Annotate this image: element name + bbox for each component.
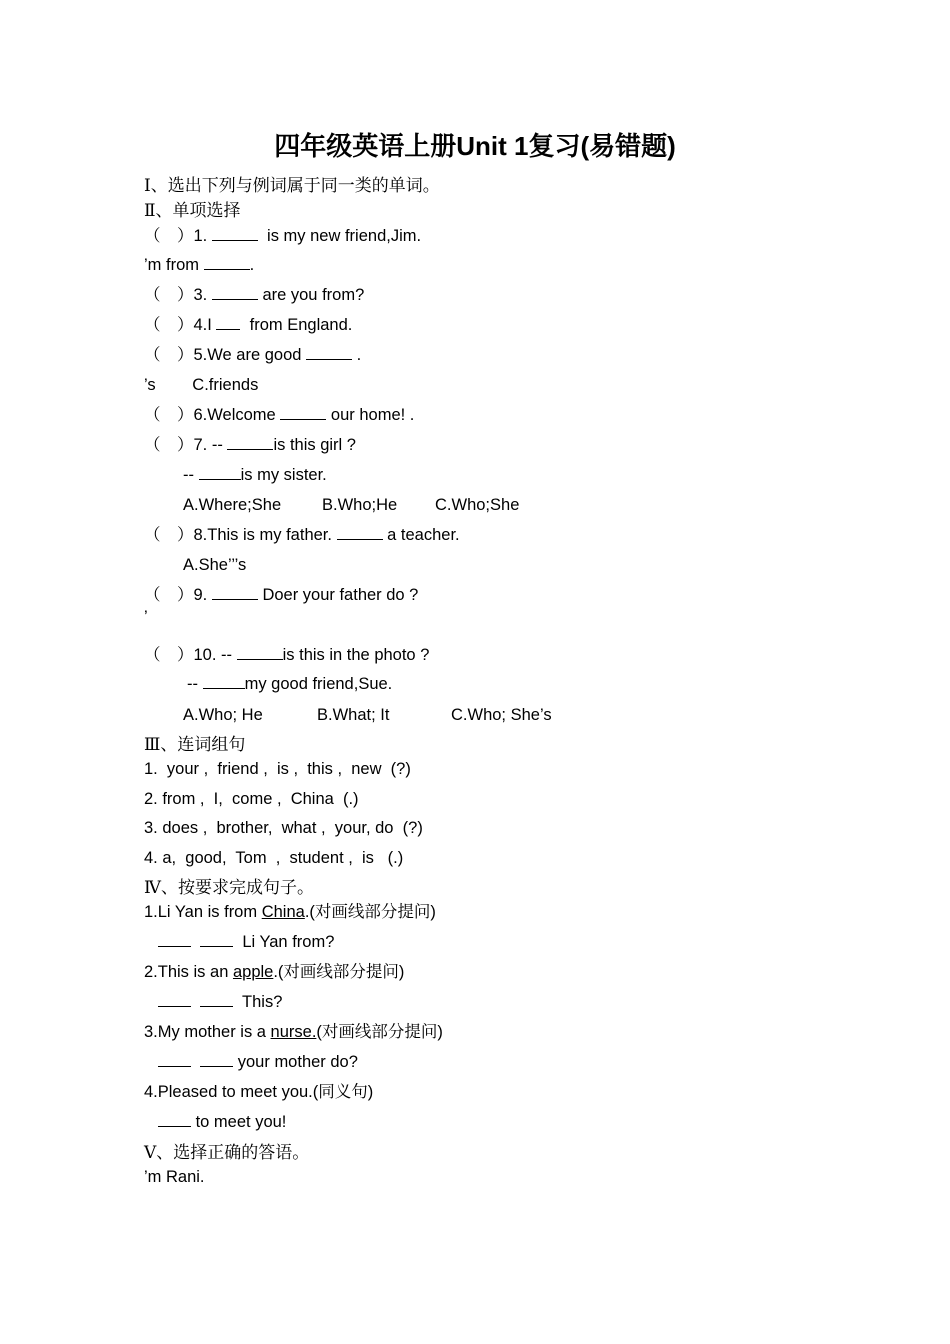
q-text: ’m from xyxy=(144,256,204,274)
answer-blank[interactable] xyxy=(200,992,233,1007)
q-number: 5.We are good xyxy=(193,346,302,364)
q-text: are you from? xyxy=(257,286,365,304)
q-number: 7. -- xyxy=(193,436,223,454)
word-order-item-2: 2. from , I, come , China (.) xyxy=(144,790,359,808)
q-text: 3.My mother is a xyxy=(144,1023,271,1041)
question-6 xyxy=(144,404,414,426)
question-2 xyxy=(144,254,254,276)
question-9 xyxy=(144,584,418,606)
answer-paren: （ ） xyxy=(144,286,194,304)
question-10 xyxy=(144,644,429,666)
question-5 xyxy=(144,344,361,366)
answer-blank[interactable] xyxy=(200,1052,233,1067)
rewrite-answer-4 xyxy=(158,1111,286,1133)
answer-paren: （ ） xyxy=(144,436,194,454)
answer-blank[interactable] xyxy=(212,585,258,600)
q-text: 2.This is an xyxy=(144,963,233,981)
answer-paren: （ ） xyxy=(144,586,194,604)
q-text: my good friend,Sue. xyxy=(244,675,393,693)
q-text: . xyxy=(352,346,362,364)
question-7-answer-line xyxy=(183,464,327,486)
question-9-options: ’ xyxy=(144,608,148,626)
answer-choice-line: ’m Rani. xyxy=(144,1168,205,1186)
q-number: 8.This is my father. xyxy=(193,526,332,544)
question-10-option-b: B.What; It xyxy=(317,706,390,724)
question-8 xyxy=(144,524,460,546)
rewrite-answer-2 xyxy=(158,991,282,1013)
q-text: Li Yan from? xyxy=(237,933,335,951)
rewrite-answer-3 xyxy=(158,1051,358,1073)
question-10-answer-line xyxy=(187,673,392,695)
underlined-word: China xyxy=(261,903,305,921)
answer-blank[interactable] xyxy=(199,465,241,480)
word-order-item-4: 4. a, good, Tom , student , is (.) xyxy=(144,849,404,867)
answer-blank[interactable] xyxy=(158,1112,191,1127)
q-text: This? xyxy=(237,993,283,1011)
page-title: 四年级英语上册Unit 1复习(易错题) xyxy=(274,131,676,161)
section-1-heading: Ⅰ、选出下列与例词属于同一类的单词。 xyxy=(144,176,440,196)
question-7-option-c: C.Who;She xyxy=(435,496,520,514)
answer-blank[interactable] xyxy=(280,405,326,420)
underlined-word: apple xyxy=(232,963,274,981)
underlined-word: nurse. xyxy=(270,1023,317,1041)
q-text: to meet you! xyxy=(191,1113,287,1131)
q-text: our home! . xyxy=(326,406,415,424)
answer-blank[interactable] xyxy=(158,1052,191,1067)
rewrite-answer-1 xyxy=(158,931,334,953)
q-text: 1.Li Yan is from xyxy=(144,903,262,921)
rewrite-item-2 xyxy=(144,961,404,983)
answer-paren: （ ） xyxy=(144,526,194,544)
answer-blank[interactable] xyxy=(158,932,191,947)
q-text: .(对画线部分提问) xyxy=(273,963,405,981)
question-10-option-c: C.Who; She’s xyxy=(451,706,552,724)
answer-blank[interactable] xyxy=(227,435,273,450)
question-7 xyxy=(144,434,356,456)
q-text: .(对画线部分提问) xyxy=(304,903,436,921)
question-7-option-b: B.Who;He xyxy=(322,496,398,514)
answer-blank[interactable] xyxy=(203,674,245,689)
rewrite-item-1 xyxy=(144,901,436,923)
answer-blank[interactable] xyxy=(237,645,283,660)
q-text: is this in the photo ? xyxy=(282,646,430,664)
answer-blank[interactable] xyxy=(158,992,191,1007)
question-3 xyxy=(144,284,364,306)
section-5-heading: Ⅴ、选择正确的答语。 xyxy=(144,1143,310,1163)
q-text: from England. xyxy=(240,316,353,334)
answer-blank[interactable] xyxy=(204,255,250,270)
answer-paren: （ ） xyxy=(144,316,194,334)
section-2-heading: Ⅱ、单项选择 xyxy=(144,201,241,221)
rewrite-item-4: 4.Pleased to meet you.(同义句) xyxy=(144,1083,374,1101)
q-text: -- xyxy=(183,466,194,484)
answer-paren: （ ） xyxy=(144,346,194,364)
q-number: 4.I xyxy=(193,316,212,334)
q-text: is my sister. xyxy=(240,466,327,484)
question-4 xyxy=(144,314,352,336)
q-text: Doer your father do ? xyxy=(257,586,419,604)
question-8-option-a: A.She’’’s xyxy=(183,556,247,574)
q-text: is my new friend,Jim. xyxy=(262,227,422,245)
answer-blank[interactable] xyxy=(216,315,240,330)
q-number: 1. xyxy=(193,227,208,245)
q-number: 9. xyxy=(193,586,208,604)
q-text: . xyxy=(249,256,255,274)
q-text: (对画线部分提问) xyxy=(316,1023,443,1041)
question-5-options: ’s C.friends xyxy=(144,376,259,394)
answer-paren: （ ） xyxy=(144,646,194,664)
q-number: 6.Welcome xyxy=(193,406,276,424)
answer-paren: （ ） xyxy=(144,227,194,245)
section-4-heading: Ⅳ、按要求完成句子。 xyxy=(144,878,314,898)
answer-blank[interactable] xyxy=(212,226,258,241)
question-7-option-a: A.Where;She xyxy=(183,496,282,514)
q-text: is this girl ? xyxy=(273,436,356,454)
q-number: 10. -- xyxy=(193,646,233,664)
answer-paren: （ ） xyxy=(144,406,194,424)
answer-blank[interactable] xyxy=(337,525,383,540)
question-1 xyxy=(144,225,421,247)
word-order-item-3: 3. does , brother, what , your, do (?) xyxy=(144,819,423,837)
word-order-item-1: 1. your , friend , is , this , new (?) xyxy=(144,760,411,778)
q-text: your mother do? xyxy=(233,1053,358,1071)
section-3-heading: Ⅲ、连词组句 xyxy=(144,735,246,755)
question-10-option-a: A.Who; He xyxy=(183,706,263,724)
rewrite-item-3 xyxy=(144,1021,443,1043)
q-text: -- xyxy=(187,675,198,693)
q-text: a teacher. xyxy=(382,526,460,544)
answer-blank[interactable] xyxy=(200,932,233,947)
q-number: 3. xyxy=(193,286,208,304)
answer-blank[interactable] xyxy=(212,285,258,300)
answer-blank[interactable] xyxy=(306,345,352,360)
